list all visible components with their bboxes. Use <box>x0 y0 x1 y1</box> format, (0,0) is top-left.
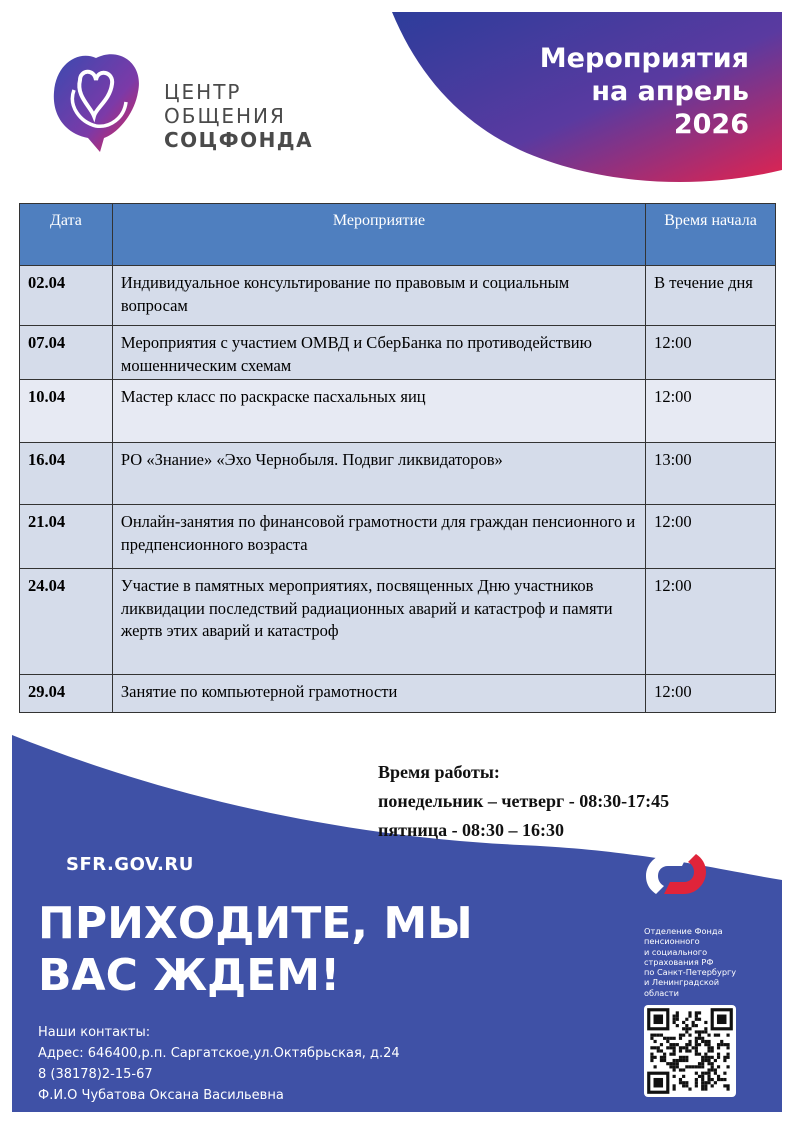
event-date: 07.04 <box>20 326 113 380</box>
event-time: 12:00 <box>646 505 776 569</box>
event-date: 16.04 <box>20 443 113 505</box>
event-date: 21.04 <box>20 505 113 569</box>
sfr-line: и социального <box>644 946 708 957</box>
event-time: 12:00 <box>646 326 776 380</box>
sfr-line: по Санкт-Петербургу <box>644 967 737 978</box>
event-title: Мероприятия с участием ОМВД и СберБанка по противодействию мошенническим схемам <box>112 326 645 380</box>
event-title: Участие в памятных мероприятиях, посвященных Дню участников ликвидации последствий радиационных аварий и катастроф и памяти жертв этих аварий и катастроф <box>112 569 645 675</box>
hours-title: Время работы: <box>378 762 500 782</box>
heart-speech-bubble-icon <box>50 50 142 154</box>
page-title <box>449 42 749 141</box>
slogan-line: ПРИХОДИТЕ, МЫ <box>38 898 473 949</box>
hours-friday: пятница - 08:30 – 16:30 <box>378 820 565 840</box>
column-header-time: Время начала <box>646 204 776 266</box>
column-header-event: Мероприятие <box>112 204 645 266</box>
logo-line: ЦЕНТР <box>164 80 242 104</box>
sfr-line: Отделение Фонда <box>644 926 723 936</box>
sfr-line: страхования РФ <box>644 956 714 967</box>
hours-weekdays: понедельник – четверг - 08:30-17:45 <box>378 791 670 811</box>
contacts-label: Наши контакты: <box>38 1025 151 1040</box>
contacts-block <box>38 1022 400 1106</box>
table-row <box>20 443 776 505</box>
event-time: 12:00 <box>646 380 776 443</box>
title-line: Мероприятия <box>539 43 749 74</box>
events-table <box>19 203 776 713</box>
logo-line: ОБЩЕНИЯ <box>164 104 286 128</box>
table-row <box>20 675 776 713</box>
sfr-line: области <box>644 987 679 998</box>
event-date: 10.04 <box>20 380 113 443</box>
table-row <box>20 266 776 326</box>
website-link[interactable]: SFR.GOV.RU <box>66 854 194 875</box>
event-title: РО «Знание» «Эхо Чернобыля. Подвиг ликвидаторов» <box>112 443 645 505</box>
table-row <box>20 505 776 569</box>
table-row <box>20 569 776 675</box>
event-time: 12:00 <box>646 675 776 713</box>
logo-text <box>164 80 313 152</box>
event-title: Индивидуальное консультирование по правовым и социальным вопросам <box>112 266 645 326</box>
contacts-address: Адрес: 646400,р.п. Саргатское,ул.Октябрьская, д.24 <box>38 1046 400 1061</box>
qr-code-graphic <box>644 1005 736 1097</box>
event-date: 24.04 <box>20 569 113 675</box>
table-header-row <box>20 204 776 266</box>
working-hours <box>378 758 669 845</box>
event-time: В течение дня <box>646 266 776 326</box>
table-row <box>20 380 776 443</box>
event-date: 29.04 <box>20 675 113 713</box>
contacts-phone: 8 (38178)2-15-67 <box>38 1067 153 1082</box>
sfr-logo-icon <box>638 850 714 898</box>
column-header-date: Дата <box>20 204 113 266</box>
slogan <box>38 898 473 1002</box>
sfr-line: пенсионного <box>644 936 700 947</box>
event-title: Онлайн-занятия по финансовой грамотности для граждан пенсионного и предпенсионного возраста <box>112 505 645 569</box>
event-time: 13:00 <box>646 443 776 505</box>
sfr-caption <box>644 926 744 998</box>
title-line: на апрель <box>591 76 749 107</box>
sfr-line: и Ленинградской <box>644 977 720 988</box>
event-title: Мастер класс по раскраске пасхальных яиц <box>112 380 645 443</box>
table-row <box>20 326 776 380</box>
event-date: 02.04 <box>20 266 113 326</box>
title-line: 2026 <box>673 109 749 140</box>
event-time: 12:00 <box>646 569 776 675</box>
event-title: Занятие по компьютерной грамотности <box>112 675 645 713</box>
slogan-line: ВАС ЖДЕМ! <box>38 950 341 1001</box>
qr-code-icon[interactable] <box>644 1005 736 1097</box>
logo-line: СОЦФОНДА <box>164 128 314 152</box>
contacts-person: Ф.И.О Чубатова Оксана Васильевна <box>38 1088 284 1103</box>
